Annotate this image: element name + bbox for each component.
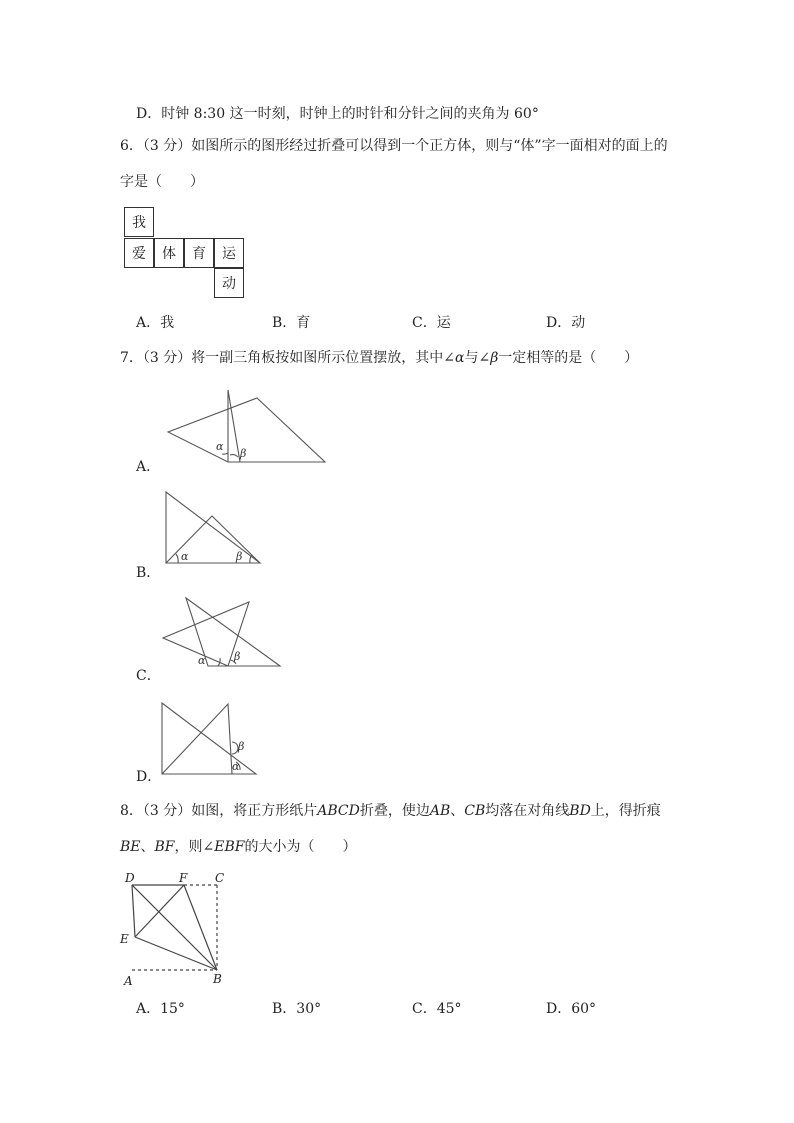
q7-option-a-label[interactable]: A． <box>136 459 161 475</box>
q8-crease-bf <box>184 885 217 970</box>
q8-point-a: A <box>124 974 133 988</box>
q8-stem-line2 <box>120 836 357 856</box>
q7-stem-part2: 与∠ <box>464 350 491 366</box>
q8-crease-be <box>135 937 217 970</box>
net-cell-row-1: 爱 <box>124 238 154 268</box>
q8-point-d: D <box>125 871 135 885</box>
q8-option-c[interactable]: C．45° <box>412 1001 462 1017</box>
q8-stem-part6: 的大小为（ ） <box>244 839 357 855</box>
q8-stem-line1 <box>120 800 661 820</box>
q8-bf: BF <box>154 839 175 855</box>
q7d-beta-label: β <box>238 740 245 753</box>
q8-point-b: B <box>213 972 222 986</box>
q8-option-b[interactable]: B．30° <box>272 1001 322 1017</box>
q8-option-d[interactable]: D．60° <box>546 1001 597 1017</box>
q7-option-b-label[interactable]: B． <box>136 565 161 581</box>
q7-figure-c <box>160 594 284 670</box>
q7d-triangle-tall <box>162 704 232 774</box>
q8-stem-part5: ，则∠ <box>174 839 215 855</box>
net-cell-row-3: 育 <box>184 238 214 268</box>
q8-sep-2: 、 <box>140 839 155 855</box>
q6-option-d[interactable]: D．动 <box>546 315 586 331</box>
q7a-alpha-label: α <box>216 440 224 453</box>
q6-option-b[interactable]: B．育 <box>272 315 311 331</box>
q8-bd: BD <box>569 803 591 819</box>
q8-sep-1: 、 <box>450 803 465 819</box>
q8-be: BE <box>120 839 141 855</box>
q7-stem-part3: 一定相等的是（ ） <box>498 350 639 366</box>
q7d-triangle-right <box>162 703 256 774</box>
q7-option-d-label[interactable]: D． <box>136 769 162 785</box>
q8-option-a[interactable]: A．15° <box>136 1001 185 1017</box>
q7d-alpha-label: α <box>232 760 240 773</box>
q7a-beta-label: β <box>240 447 247 460</box>
q6-stem-line1: 6．（3 分）如图所示的图形经过折叠可以得到一个正方体，则与“体”字一面相对的面上的 <box>120 138 668 154</box>
q7-figure-d <box>160 698 264 778</box>
net-cell-top: 我 <box>124 207 154 237</box>
q8-abcd: ABCD <box>317 803 360 819</box>
cube-net-figure <box>124 207 244 299</box>
q7-stem-part1: 7．（3 分）将一副三角板按如图所示位置摆放，其中∠ <box>120 350 455 366</box>
q7a-triangle-wide <box>168 398 325 462</box>
q7b-beta-label: β <box>236 550 243 563</box>
q7c-beta-label: β <box>234 650 241 663</box>
q8-ab: AB <box>429 803 451 819</box>
q7c-alpha-label: α <box>198 654 206 667</box>
q5-option-d: D．时钟 8:30 这一时刻，时钟上的时针和分针之间的夹角为 60° <box>136 106 539 122</box>
q7-figure-a <box>160 385 330 467</box>
q7b-alpha-label: α <box>181 550 189 563</box>
q7-alpha: α <box>455 350 465 366</box>
q8-point-f: F <box>179 871 188 885</box>
q7-figure-b <box>160 488 270 568</box>
q7-beta: β <box>490 350 499 366</box>
q8-point-c: C <box>215 871 225 885</box>
q8-stem-part3: 均落在对角线 <box>485 803 570 819</box>
q8-square-figure <box>115 865 235 990</box>
q8-ebf: EBF <box>214 839 245 855</box>
q8-stem-part2: 折叠，使边 <box>359 803 430 819</box>
q7a-triangle-narrow <box>228 390 240 462</box>
q8-point-e: E <box>120 932 129 946</box>
q6-stem-line2: 字是（ ） <box>120 174 204 190</box>
net-cell-row-2: 体 <box>154 238 184 268</box>
q8-stem-part4: 上，得折痕 <box>590 803 661 819</box>
q8-cb: CB <box>464 803 486 819</box>
q8-segment-de <box>132 885 135 937</box>
q7-option-c-label[interactable]: C． <box>136 668 161 684</box>
q8-stem-part1: 8．（3 分）如图，将正方形纸片 <box>120 803 318 819</box>
q7-stem <box>120 347 638 367</box>
q6-option-a[interactable]: A．我 <box>136 315 175 331</box>
net-cell-bottom: 动 <box>214 268 244 298</box>
net-cell-row-4: 运 <box>214 238 244 268</box>
q6-option-c[interactable]: C．运 <box>412 315 451 331</box>
